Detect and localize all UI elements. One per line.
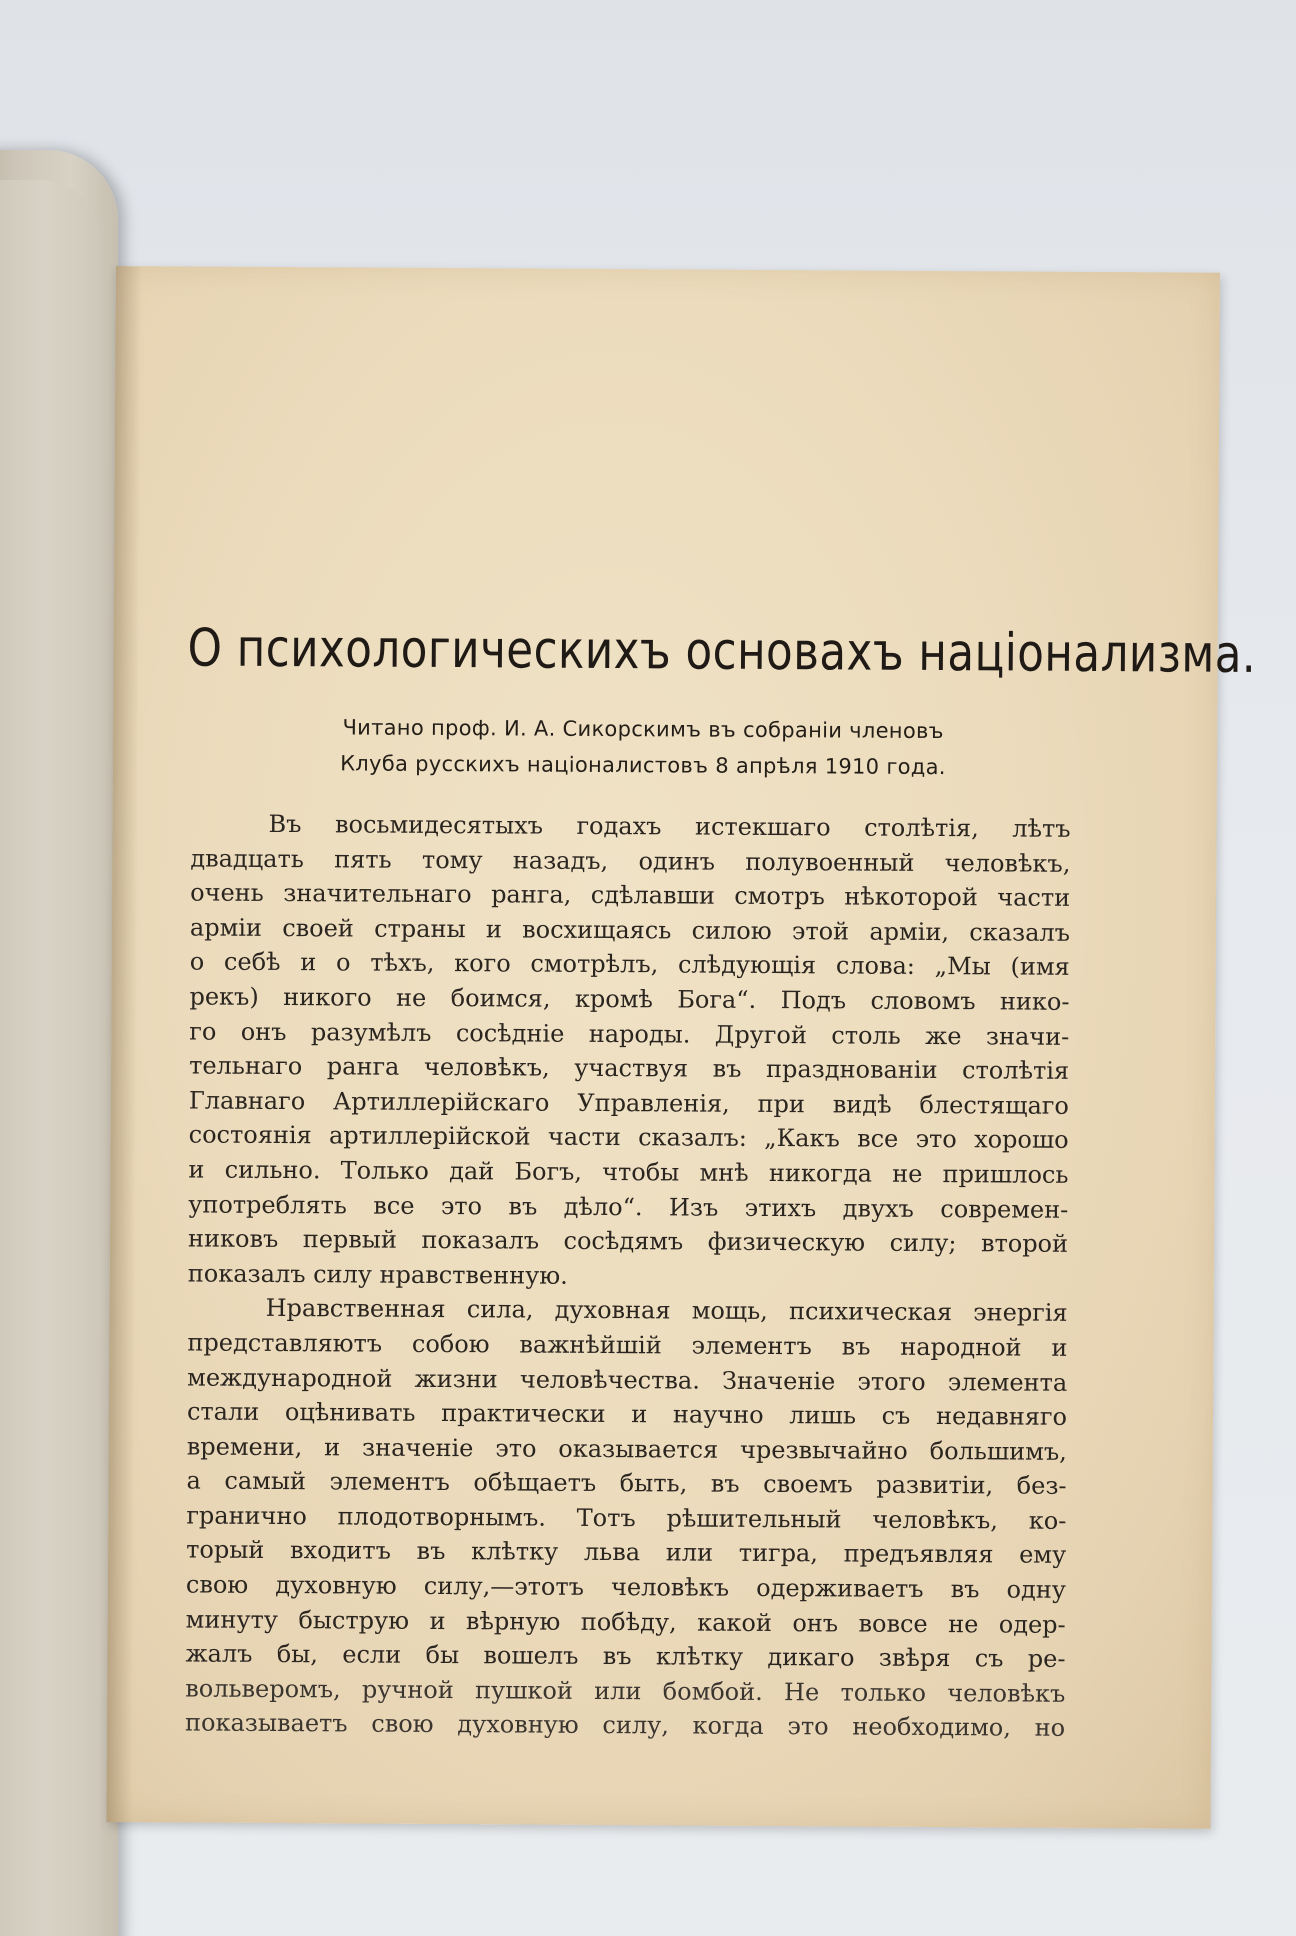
body-line: показываетъ свою духовную силу, когда это необходимо, но <box>185 1708 1066 1743</box>
body-line: Нравственная сила, духовная мощь, психическая энергія <box>265 1294 1068 1328</box>
subtitle-line-1: Читано проф. И. А. Сикорскимъ въ собраніи членовъ <box>342 715 944 744</box>
body-line: стали оцѣнивать практически и научно лишь съ недавняго <box>186 1397 1068 1431</box>
body-line: никовъ первый показалъ сосѣдямъ физическую силу; второй <box>187 1224 1069 1258</box>
body-line: и сильно. Только дай Богъ, чтобы мнѣ никогда не пришлось <box>188 1155 1069 1189</box>
body-line: гранично плодотворнымъ. Тотъ рѣшительный человѣкъ, ко- <box>186 1501 1067 1535</box>
book-left-pages <box>0 150 118 1936</box>
subtitle-line-2: Клуба русскихъ націоналистовъ 8 апрѣля 1910 года. <box>340 751 946 780</box>
body-line: жалъ бы, если бы вошелъ въ клѣтку дикаго звѣря съ ре- <box>185 1639 1066 1674</box>
body-text <box>185 806 1071 1745</box>
body-line: рекъ) никого не боимся, кромѣ Бога“. Подъ словомъ нико- <box>189 982 1070 1016</box>
body-line: а самый элементъ обѣщаетъ быть, въ своемъ развитіи, без- <box>186 1466 1067 1501</box>
body-line: Въ восьмидесятыхъ годахъ истекшаго столѣтія, лѣтъ <box>268 809 1071 843</box>
body-line: Главнаго Артиллерійскаго Управленія, при видѣ блестящаго <box>188 1086 1069 1120</box>
body-line: свою духовную силу,—этотъ человѣкъ одерживаетъ въ одну <box>185 1570 1067 1604</box>
body-line: го онъ разумѣлъ сосѣдніе народы. Другой столь же значи- <box>189 1017 1070 1051</box>
body-line: вольверомъ, ручной пушкой или бомбой. Не только человѣкъ <box>185 1674 1066 1708</box>
page-title: О психологическихъ основахъ націонализма. <box>187 618 1257 685</box>
body-line: минуту быструю и вѣрную побѣду, какой онъ вовсе не одер- <box>185 1605 1066 1639</box>
body-line: тельнаго ранга человѣкъ, участвуя въ празднованіи столѣтія <box>189 1051 1070 1085</box>
body-line: двадцать пять тому назадъ, одинъ полувоенный человѣкъ, <box>190 844 1071 878</box>
body-line: о себѣ и о тѣхъ, кого смотрѣлъ, слѣдующія слова: „Мы (имя <box>189 947 1070 982</box>
body-line: международной жизни человѣчества. Значеніе этого элемента <box>187 1362 1068 1397</box>
body-line: торый входитъ въ клѣтку льва или тигра, предъявляя ему <box>186 1535 1067 1570</box>
book-page <box>106 266 1257 1829</box>
body-line: показалъ силу нравственную. <box>187 1259 568 1290</box>
body-line: арміи своей страны и восхищаясь силою этой арміи, сказалъ <box>189 913 1071 947</box>
body-line: очень значительнаго ранга, сдѣлавши смотръ нѣкоторой части <box>190 878 1071 913</box>
body-line: употреблять все это въ дѣло“. Изъ этихъ двухъ современ- <box>188 1189 1069 1224</box>
body-line: времени, и значеніе это оказывается чрезвычайно большимъ, <box>186 1432 1067 1466</box>
body-line: состоянія артиллерійской части сказалъ: „Какъ все это хорошо <box>188 1120 1069 1155</box>
book-left-pages-inner <box>0 180 100 1936</box>
body-line: представляютъ собою важнѣйшій элементъ въ народной и <box>187 1328 1068 1362</box>
